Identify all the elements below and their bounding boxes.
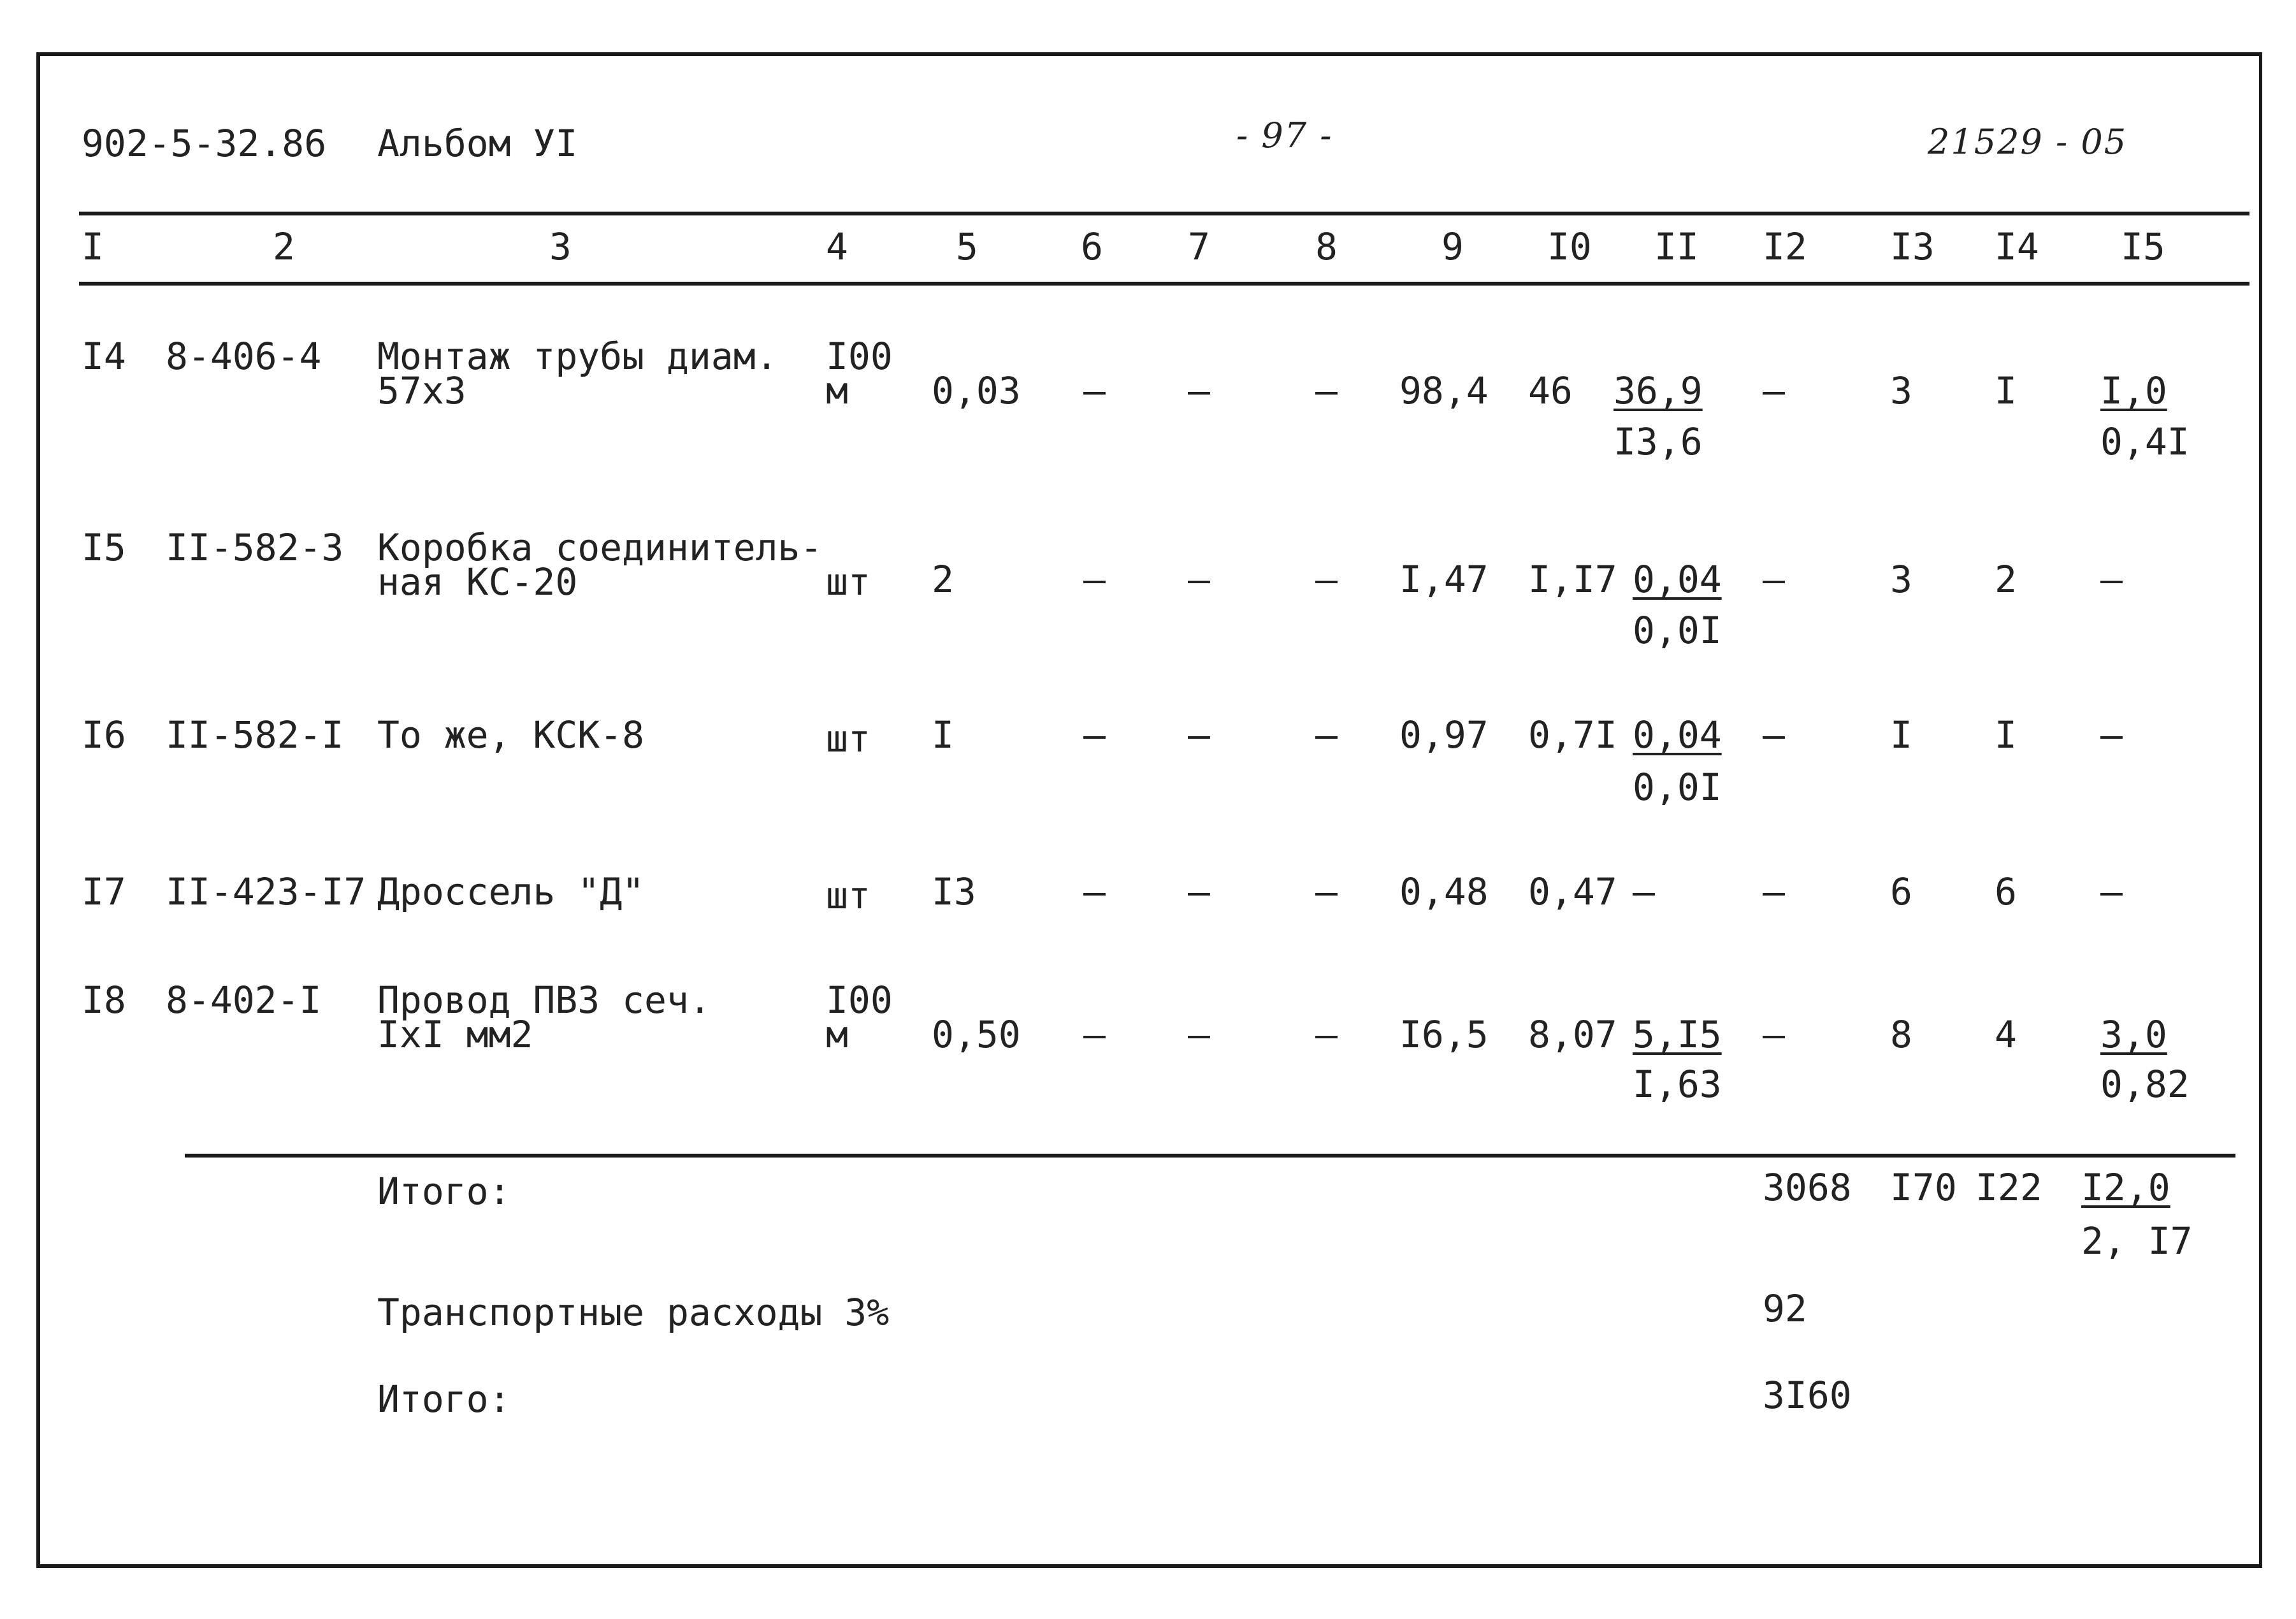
col15-value: – <box>2100 870 2123 913</box>
album-label: Альбом УI <box>377 122 578 165</box>
col-8-header: 8 <box>1315 225 1338 268</box>
col6-value: – <box>1083 1013 1106 1056</box>
row-number: I6 <box>82 713 126 757</box>
col12-value: – <box>1763 870 1785 913</box>
col12-value: – <box>1763 558 1785 601</box>
rate-code: 8-402-I <box>166 978 322 1022</box>
rate-code: II-582-3 <box>166 526 344 569</box>
col11-denominator: 0,0I <box>1633 766 1722 809</box>
col-9-header: 9 <box>1441 225 1464 268</box>
stamp-number: 21529 - 05 <box>1928 122 2128 162</box>
col13-value: I <box>1890 713 1912 757</box>
rate-code: II-423-I7 <box>166 870 366 913</box>
col-15-header: I5 <box>2121 225 2165 268</box>
col11-numerator: 5,I5 <box>1633 1013 1722 1056</box>
col10-value: 46 <box>1528 369 1573 412</box>
col11-denominator: I3,6 <box>1614 420 1703 463</box>
item-name-line2: ная КС-20 <box>377 560 578 604</box>
itogo2-label: Итого: <box>377 1377 511 1421</box>
itogo-col14: I22 <box>1975 1166 2042 1209</box>
col10-value: 8,07 <box>1528 1013 1617 1056</box>
item-name-line2: IхI мм2 <box>377 1013 533 1056</box>
rate-code: 8-406-4 <box>166 335 322 378</box>
col12-value: – <box>1763 713 1785 757</box>
col7-value: – <box>1188 558 1210 601</box>
col8-value: – <box>1315 713 1338 757</box>
col11-denominator: I,63 <box>1633 1063 1722 1106</box>
col14-value: 2 <box>1995 558 2017 601</box>
row-number: I5 <box>82 526 126 569</box>
col15-value: – <box>2100 558 2123 601</box>
col15-denominator: 0,82 <box>2100 1063 2190 1106</box>
item-name: Дроссель "Д" <box>377 870 645 913</box>
col15-value: – <box>2100 713 2123 757</box>
rate-code: II-582-I <box>166 713 344 757</box>
col6-value: – <box>1083 369 1106 412</box>
col-2-header: 2 <box>273 225 295 268</box>
row-number: I4 <box>82 335 126 378</box>
header-rule-top <box>79 212 2249 215</box>
col13-value: 8 <box>1890 1013 1912 1056</box>
col15-denominator: 0,4I <box>2100 420 2190 463</box>
col-7-header: 7 <box>1188 225 1210 268</box>
col-5-header: 5 <box>956 225 978 268</box>
col15-numerator: 3,0 <box>2100 1013 2167 1056</box>
col11-value: – <box>1633 870 1655 913</box>
quantity: I <box>932 713 954 757</box>
col13-value: 3 <box>1890 369 1912 412</box>
totals-rule <box>185 1154 2235 1158</box>
col11-numerator: 0,04 <box>1633 713 1722 757</box>
col10-value: 0,7I <box>1528 713 1617 757</box>
quantity: 2 <box>932 558 954 601</box>
itogo-col15-numerator: I2,0 <box>2081 1166 2170 1209</box>
col9-value: 0,48 <box>1399 870 1489 913</box>
page-frame <box>36 52 2262 1568</box>
col14-value: 6 <box>1995 870 2017 913</box>
unit-line2: м <box>826 1013 848 1056</box>
col11-denominator: 0,0I <box>1633 609 1722 652</box>
itogo-col12: 3068 <box>1763 1166 1852 1209</box>
col10-value: 0,47 <box>1528 870 1617 913</box>
item-name: То же, КСК-8 <box>377 713 645 757</box>
col9-value: 98,4 <box>1399 369 1489 412</box>
col7-value: – <box>1188 870 1210 913</box>
transport-col12: 92 <box>1763 1287 1807 1330</box>
page-number: - 97 - <box>1236 115 1333 156</box>
col9-value: I6,5 <box>1399 1013 1489 1056</box>
quantity: I3 <box>932 870 976 913</box>
quantity: 0,03 <box>932 369 1021 412</box>
col9-value: I,47 <box>1399 558 1489 601</box>
doc-code: 902-5-32.86 <box>82 122 327 165</box>
unit-line1: I00 <box>826 335 893 378</box>
itogo-label: Итого: <box>377 1170 511 1213</box>
itogo-col13: I70 <box>1890 1166 1957 1209</box>
row-number: I8 <box>82 978 126 1022</box>
col6-value: – <box>1083 870 1106 913</box>
col12-value: – <box>1763 369 1785 412</box>
col7-value: – <box>1188 369 1210 412</box>
col11-numerator: 36,9 <box>1614 369 1703 412</box>
transport-label: Транспортные расходы 3% <box>377 1291 890 1334</box>
col14-value: I <box>1995 369 2017 412</box>
col11-numerator: 0,04 <box>1633 558 1722 601</box>
unit: шт <box>826 874 870 917</box>
item-name-line2: 57х3 <box>377 369 466 412</box>
unit-line1: I00 <box>826 978 893 1022</box>
col8-value: – <box>1315 369 1338 412</box>
unit: шт <box>826 560 870 604</box>
col14-value: 4 <box>1995 1013 2017 1056</box>
col6-value: – <box>1083 558 1106 601</box>
col8-value: – <box>1315 870 1338 913</box>
col-10-header: I0 <box>1547 225 1592 268</box>
col8-value: – <box>1315 1013 1338 1056</box>
col12-value: – <box>1763 1013 1785 1056</box>
itogo2-col12: 3I60 <box>1763 1374 1852 1417</box>
row-number: I7 <box>82 870 126 913</box>
item-name-line1: Провод ПВЗ сеч. <box>377 978 711 1022</box>
col-12-header: I2 <box>1763 225 1807 268</box>
col-1-header: I <box>82 225 104 268</box>
unit: шт <box>826 717 870 760</box>
col-6-header: 6 <box>1081 225 1103 268</box>
unit-line2: м <box>826 369 848 412</box>
col-11-header: II <box>1654 225 1699 268</box>
col14-value: I <box>1995 713 2017 757</box>
col6-value: – <box>1083 713 1106 757</box>
col-13-header: I3 <box>1890 225 1935 268</box>
col-3-header: 3 <box>549 225 572 268</box>
col-14-header: I4 <box>1995 225 2039 268</box>
col7-value: – <box>1188 1013 1210 1056</box>
item-name-line1: Монтаж трубы диам. <box>377 335 778 378</box>
col8-value: – <box>1315 558 1338 601</box>
col7-value: – <box>1188 713 1210 757</box>
header-rule-bottom <box>79 282 2249 286</box>
col13-value: 3 <box>1890 558 1912 601</box>
quantity: 0,50 <box>932 1013 1021 1056</box>
itogo-col15-denominator: 2, I7 <box>2081 1219 2193 1263</box>
col15-numerator: I,0 <box>2100 369 2167 412</box>
col10-value: I,I7 <box>1528 558 1617 601</box>
item-name-line1: Коробка соединитель- <box>377 526 823 569</box>
col-4-header: 4 <box>826 225 848 268</box>
col9-value: 0,97 <box>1399 713 1489 757</box>
col13-value: 6 <box>1890 870 1912 913</box>
